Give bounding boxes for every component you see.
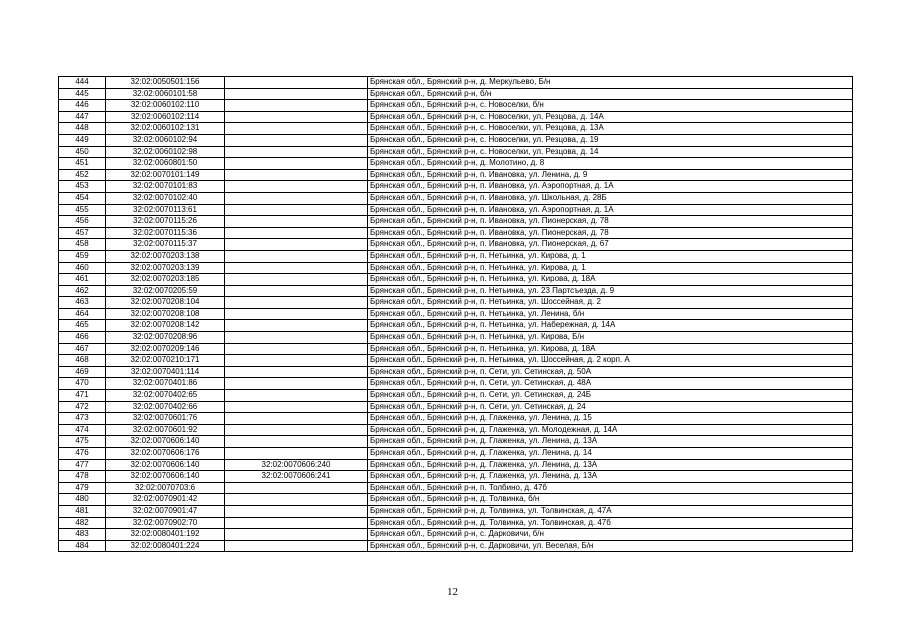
address-cell: Брянская обл., Брянский р-н, п. Толбино, д. 47б xyxy=(368,482,853,494)
linked-cadastral-number-cell xyxy=(225,134,368,146)
row-number-cell: 455 xyxy=(59,204,106,216)
row-number-cell: 460 xyxy=(59,262,106,274)
linked-cadastral-number-cell xyxy=(225,540,368,552)
cadastral-number-cell: 32:02:0060102:110 xyxy=(106,100,225,112)
linked-cadastral-number-cell xyxy=(225,505,368,517)
table-row xyxy=(59,216,853,228)
cadastral-number-cell: 32:02:0070606:140 xyxy=(106,436,225,448)
cadastral-number-cell: 32:02:0070902:70 xyxy=(106,517,225,529)
table-row xyxy=(59,181,853,193)
cadastral-number-cell: 32:02:0070606:140 xyxy=(106,471,225,483)
row-number-cell: 462 xyxy=(59,285,106,297)
cadastral-number-cell: 32:02:0070601:92 xyxy=(106,424,225,436)
address-cell: Брянская обл., Брянский р-н, п. Ивановка, ул. Пионерская, д. 78 xyxy=(368,216,853,228)
cadastral-number-cell: 32:02:0070203:185 xyxy=(106,274,225,286)
address-cell: Брянская обл., Брянский р-н, п. Ивановка, ул. Пионерская, д. 67 xyxy=(368,239,853,251)
address-cell: Брянская обл., Брянский р-н, с. Новоселки, ул. Резцова, д. 14 xyxy=(368,146,853,158)
table-row xyxy=(59,471,853,483)
row-number-cell: 449 xyxy=(59,134,106,146)
row-number-cell: 473 xyxy=(59,413,106,425)
table-row xyxy=(59,494,853,506)
row-number-cell: 470 xyxy=(59,378,106,390)
address-cell: Брянская обл., Брянский р-н, п. Нетьинка, ул. Кирова, д. 18А xyxy=(368,274,853,286)
cadastral-number-cell: 32:02:0070208:108 xyxy=(106,308,225,320)
linked-cadastral-number-cell xyxy=(225,77,368,89)
cadastral-number-cell: 32:02:0060102:114 xyxy=(106,111,225,123)
row-number-cell: 467 xyxy=(59,343,106,355)
row-number-cell: 480 xyxy=(59,494,106,506)
table-row xyxy=(59,204,853,216)
table-row xyxy=(59,146,853,158)
address-cell: Брянская обл., Брянский р-н, д. Глаженка, ул. Ленина, д. 13А xyxy=(368,459,853,471)
linked-cadastral-number-cell xyxy=(225,274,368,286)
page-number: 12 xyxy=(447,586,458,598)
address-cell: Брянская обл., Брянский р-н, п. Нетьинка, ул. Кирова, д. 1 xyxy=(368,250,853,262)
row-number-cell: 458 xyxy=(59,239,106,251)
linked-cadastral-number-cell xyxy=(225,308,368,320)
cadastral-number-cell: 32:02:0080401:192 xyxy=(106,529,225,541)
cadastral-number-cell: 32:02:0070402:66 xyxy=(106,401,225,413)
address-cell: Брянская обл., Брянский р-н, с. Новоселки, ул. Резцова, д. 14А xyxy=(368,111,853,123)
cadastral-number-cell: 32:02:0070208:104 xyxy=(106,297,225,309)
cadastral-number-cell: 32:02:0070208:96 xyxy=(106,332,225,344)
linked-cadastral-number-cell xyxy=(225,413,368,425)
row-number-cell: 446 xyxy=(59,100,106,112)
table-row xyxy=(59,378,853,390)
cadastral-number-cell: 32:02:0060102:98 xyxy=(106,146,225,158)
cadastral-number-cell: 32:02:0070606:140 xyxy=(106,459,225,471)
table-row xyxy=(59,227,853,239)
linked-cadastral-number-cell xyxy=(225,297,368,309)
linked-cadastral-number-cell xyxy=(225,216,368,228)
cadastral-number-cell: 32:02:0060102:131 xyxy=(106,123,225,135)
row-number-cell: 468 xyxy=(59,355,106,367)
row-number-cell: 445 xyxy=(59,88,106,100)
row-number-cell: 469 xyxy=(59,366,106,378)
table-row xyxy=(59,123,853,135)
table-row xyxy=(59,77,853,89)
linked-cadastral-number-cell xyxy=(225,529,368,541)
row-number-cell: 477 xyxy=(59,459,106,471)
cadastral-number-cell: 32:02:0060801:50 xyxy=(106,158,225,170)
row-number-cell: 475 xyxy=(59,436,106,448)
table-row xyxy=(59,424,853,436)
cadastral-number-cell: 32:02:0070703:6 xyxy=(106,482,225,494)
table-row xyxy=(59,332,853,344)
row-number-cell: 459 xyxy=(59,250,106,262)
cadastral-number-cell: 32:02:0070205:59 xyxy=(106,285,225,297)
row-number-cell: 476 xyxy=(59,448,106,460)
address-cell: Брянская обл., Брянский р-н, п. Нетьинка, ул. Шоссейная, д. 2 корп. А xyxy=(368,355,853,367)
table-row xyxy=(59,482,853,494)
cadastral-number-cell: 32:02:0070101:149 xyxy=(106,169,225,181)
address-cell: Брянская обл., Брянский р-н, д. Меркульево, Б/н xyxy=(368,77,853,89)
row-number-cell: 471 xyxy=(59,390,106,402)
linked-cadastral-number-cell xyxy=(225,378,368,390)
row-number-cell: 447 xyxy=(59,111,106,123)
table-row xyxy=(59,169,853,181)
linked-cadastral-number-cell xyxy=(225,366,368,378)
address-cell: Брянская обл., Брянский р-н, п. Ивановка, ул. Пионерская, д. 78 xyxy=(368,227,853,239)
address-cell: Брянская обл., Брянский р-н, с. Новоселки, ул. Резцова, д. 19 xyxy=(368,134,853,146)
cadastral-number-cell: 32:02:0070208:142 xyxy=(106,320,225,332)
linked-cadastral-number-cell xyxy=(225,158,368,170)
address-cell: Брянская обл., Брянский р-н, п. Сети, ул. Сетинская, д. 24 xyxy=(368,401,853,413)
linked-cadastral-number-cell xyxy=(225,146,368,158)
linked-cadastral-number-cell xyxy=(225,401,368,413)
address-cell: Брянская обл., Брянский р-н, д. Глаженка, ул. Ленина, д. 13А xyxy=(368,436,853,448)
cadastral-number-cell: 32:02:0060102:94 xyxy=(106,134,225,146)
address-cell: Брянская обл., Брянский р-н, п. Ивановка, ул. Аэропортная, д. 1А xyxy=(368,181,853,193)
linked-cadastral-number-cell xyxy=(225,390,368,402)
address-cell: Брянская обл., Брянский р-н, с. Новоселки, ул. Резцова, д. 13А xyxy=(368,123,853,135)
row-number-cell: 464 xyxy=(59,308,106,320)
table-row xyxy=(59,366,853,378)
linked-cadastral-number-cell: 32:02:0070606:240 xyxy=(225,459,368,471)
address-cell: Брянская обл., Брянский р-н, д. Толвинка, б/н xyxy=(368,494,853,506)
address-cell: Брянская обл., Брянский р-н, п. Ивановка, ул. Ленина, д. 9 xyxy=(368,169,853,181)
address-cell: Брянская обл., Брянский р-н, п. Нетьинка, ул. Кирова, д. 1 xyxy=(368,262,853,274)
table-row xyxy=(59,100,853,112)
linked-cadastral-number-cell xyxy=(225,204,368,216)
table-row xyxy=(59,297,853,309)
address-cell: Брянская обл., Брянский р-н, с. Новоселки, б/н xyxy=(368,100,853,112)
address-cell: Брянская обл., Брянский р-н, с. Дарковичи, б/н xyxy=(368,529,853,541)
table-row xyxy=(59,355,853,367)
address-cell: Брянская обл., Брянский р-н, п. Ивановка, ул. Аэропортная, д. 1А xyxy=(368,204,853,216)
table-row xyxy=(59,505,853,517)
table-row xyxy=(59,134,853,146)
address-cell: Брянская обл., Брянский р-н, д. Толвинка, ул. Толвинская, д. 47б xyxy=(368,517,853,529)
cadastral-number-cell: 32:02:0070115:36 xyxy=(106,227,225,239)
row-number-cell: 453 xyxy=(59,181,106,193)
linked-cadastral-number-cell xyxy=(225,285,368,297)
linked-cadastral-number-cell xyxy=(225,448,368,460)
linked-cadastral-number-cell xyxy=(225,227,368,239)
table-body xyxy=(59,77,853,552)
cadastral-number-cell: 32:02:0070402:65 xyxy=(106,390,225,402)
row-number-cell: 465 xyxy=(59,320,106,332)
cadastral-number-cell: 32:02:0070102:40 xyxy=(106,192,225,204)
address-cell: Брянская обл., Брянский р-н, д. Толвинка, ул. Толвинская, д. 47А xyxy=(368,505,853,517)
address-cell: Брянская обл., Брянский р-н, п. Ивановка, ул. Школьная, д. 28Б xyxy=(368,192,853,204)
row-number-cell: 461 xyxy=(59,274,106,286)
linked-cadastral-number-cell: 32:02:0070606:241 xyxy=(225,471,368,483)
linked-cadastral-number-cell xyxy=(225,355,368,367)
linked-cadastral-number-cell xyxy=(225,320,368,332)
linked-cadastral-number-cell xyxy=(225,123,368,135)
linked-cadastral-number-cell xyxy=(225,424,368,436)
table-row xyxy=(59,459,853,471)
cadastral-number-cell: 32:02:0070115:26 xyxy=(106,216,225,228)
cadastral-number-cell: 32:02:0070209:146 xyxy=(106,343,225,355)
cadastral-number-cell: 32:02:0070401:86 xyxy=(106,378,225,390)
row-number-cell: 450 xyxy=(59,146,106,158)
address-cell: Брянская обл., Брянский р-н, п. Нетьинка, ул. Шоссейная, д. 2 xyxy=(368,297,853,309)
table-row xyxy=(59,88,853,100)
row-number-cell: 484 xyxy=(59,540,106,552)
cadastral-number-cell: 32:02:0070901:42 xyxy=(106,494,225,506)
linked-cadastral-number-cell xyxy=(225,100,368,112)
table-row xyxy=(59,401,853,413)
table-row xyxy=(59,390,853,402)
linked-cadastral-number-cell xyxy=(225,343,368,355)
linked-cadastral-number-cell xyxy=(225,436,368,448)
table-row xyxy=(59,308,853,320)
linked-cadastral-number-cell xyxy=(225,517,368,529)
address-cell: Брянская обл., Брянский р-н, д. Глаженка, ул. Ленина, д. 14 xyxy=(368,448,853,460)
linked-cadastral-number-cell xyxy=(225,494,368,506)
table-row xyxy=(59,158,853,170)
row-number-cell: 451 xyxy=(59,158,106,170)
cadastral-number-cell: 32:02:0060101:58 xyxy=(106,88,225,100)
linked-cadastral-number-cell xyxy=(225,332,368,344)
address-cell: Брянская обл., Брянский р-н, д. Глаженка, ул. Ленина, д. 15 xyxy=(368,413,853,425)
table-row xyxy=(59,192,853,204)
table-row xyxy=(59,540,853,552)
linked-cadastral-number-cell xyxy=(225,111,368,123)
cadastral-number-cell: 32:02:0070401:114 xyxy=(106,366,225,378)
linked-cadastral-number-cell xyxy=(225,169,368,181)
address-cell: Брянская обл., Брянский р-н, п. Сети, ул. Сетинская, д. 24Б xyxy=(368,390,853,402)
table-row xyxy=(59,448,853,460)
table-row xyxy=(59,436,853,448)
linked-cadastral-number-cell xyxy=(225,262,368,274)
row-number-cell: 456 xyxy=(59,216,106,228)
row-number-cell: 482 xyxy=(59,517,106,529)
linked-cadastral-number-cell xyxy=(225,239,368,251)
cadastral-number-cell: 32:02:0080401:224 xyxy=(106,540,225,552)
table-row xyxy=(59,111,853,123)
address-cell: Брянская обл., Брянский р-н, п. Сети, ул. Сетинская, д. 48А xyxy=(368,378,853,390)
cadastral-number-cell: 32:02:0070606:176 xyxy=(106,448,225,460)
table-row xyxy=(59,343,853,355)
linked-cadastral-number-cell xyxy=(225,482,368,494)
address-cell: Брянская обл., Брянский р-н, п. Нетьинка, ул. 23 Партсъезда, д. 9 xyxy=(368,285,853,297)
address-cell: Брянская обл., Брянский р-н, д. Глаженка, ул. Молодежная, д. 14А xyxy=(368,424,853,436)
address-cell: Брянская обл., Брянский р-н, п. Сети, ул. Сетинская, д. 50А xyxy=(368,366,853,378)
table-row xyxy=(59,320,853,332)
linked-cadastral-number-cell xyxy=(225,88,368,100)
row-number-cell: 481 xyxy=(59,505,106,517)
address-cell: Брянская обл., Брянский р-н, д. Глаженка, ул. Ленина, д. 13А xyxy=(368,471,853,483)
address-cell: Брянская обл., Брянский р-н, п. Нетьинка, ул. Ленина, б/н xyxy=(368,308,853,320)
row-number-cell: 478 xyxy=(59,471,106,483)
row-number-cell: 483 xyxy=(59,529,106,541)
row-number-cell: 474 xyxy=(59,424,106,436)
table-row xyxy=(59,285,853,297)
property-table xyxy=(58,76,853,552)
row-number-cell: 448 xyxy=(59,123,106,135)
address-cell: Брянская обл., Брянский р-н, п. Нетьинка, ул. Кирова, д. 18А xyxy=(368,343,853,355)
row-number-cell: 457 xyxy=(59,227,106,239)
cadastral-number-cell: 32:02:0070101:83 xyxy=(106,181,225,193)
row-number-cell: 444 xyxy=(59,77,106,89)
address-cell: Брянская обл., Брянский р-н, п. Нетьинка, ул. Кирова, Б/н xyxy=(368,332,853,344)
row-number-cell: 466 xyxy=(59,332,106,344)
linked-cadastral-number-cell xyxy=(225,192,368,204)
table-row xyxy=(59,413,853,425)
table-row xyxy=(59,517,853,529)
table-row xyxy=(59,239,853,251)
row-number-cell: 452 xyxy=(59,169,106,181)
address-cell: Брянская обл., Брянский р-н, п. Нетьинка, ул. Набережная, д. 14А xyxy=(368,320,853,332)
cadastral-number-cell: 32:02:0070203:139 xyxy=(106,262,225,274)
cadastral-number-cell: 32:02:0050501:156 xyxy=(106,77,225,89)
address-cell: Брянская обл., Брянский р-н, д. Молотино, д. 8 xyxy=(368,158,853,170)
linked-cadastral-number-cell xyxy=(225,181,368,193)
linked-cadastral-number-cell xyxy=(225,250,368,262)
table-row xyxy=(59,529,853,541)
cadastral-number-cell: 32:02:0070901:47 xyxy=(106,505,225,517)
row-number-cell: 463 xyxy=(59,297,106,309)
table-row xyxy=(59,262,853,274)
cadastral-number-cell: 32:02:0070113:61 xyxy=(106,204,225,216)
cadastral-number-cell: 32:02:0070210:171 xyxy=(106,355,225,367)
row-number-cell: 454 xyxy=(59,192,106,204)
cadastral-number-cell: 32:02:0070601:76 xyxy=(106,413,225,425)
cadastral-number-cell: 32:02:0070115:37 xyxy=(106,239,225,251)
table-row xyxy=(59,274,853,286)
row-number-cell: 479 xyxy=(59,482,106,494)
address-cell: Брянская обл., Брянский р-н, с. Дарковичи, ул. Веселая, Б/н xyxy=(368,540,853,552)
row-number-cell: 472 xyxy=(59,401,106,413)
table-row xyxy=(59,250,853,262)
address-cell: Брянская обл., Брянский р-н, б/н xyxy=(368,88,853,100)
cadastral-number-cell: 32:02:0070203:138 xyxy=(106,250,225,262)
